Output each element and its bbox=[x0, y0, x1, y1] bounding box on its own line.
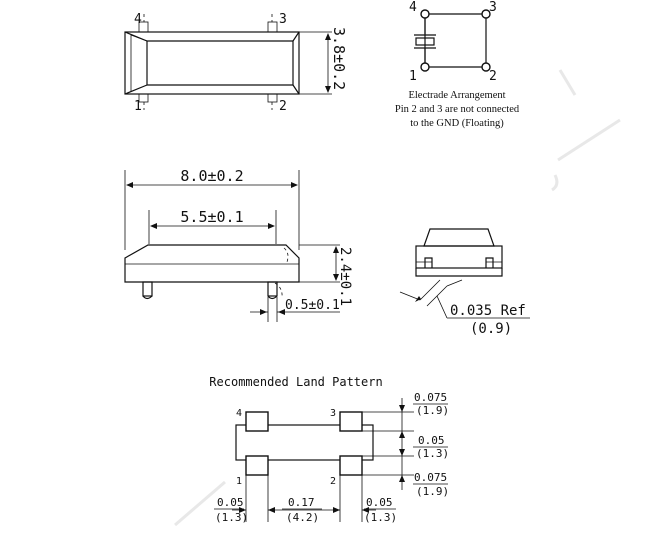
side-view-lead-right bbox=[268, 282, 277, 296]
schematic-pin-3: 3 bbox=[489, 0, 497, 15]
schematic-pin-1: 1 bbox=[409, 69, 417, 84]
end-view-thickness-mm: (0.9) bbox=[470, 321, 513, 337]
top-view-height-dimension: 3.8±0.2 bbox=[330, 27, 348, 91]
land-pattern-title: Recommended Land Pattern bbox=[209, 375, 383, 389]
land-top-pad-height-mm: (1.9) bbox=[416, 404, 450, 417]
land-pad-4 bbox=[246, 412, 268, 431]
land-center-gap-width: 0.17 bbox=[288, 496, 315, 509]
land-bottom-pad-height-mm: (1.9) bbox=[416, 485, 450, 498]
land-pad-1-label: 1 bbox=[236, 476, 243, 487]
end-view-thickness-dimension: 0.035 Ref bbox=[450, 303, 526, 319]
side-view-inner-dimension: 5.5±0.1 bbox=[180, 208, 244, 226]
side-view-length-dimension: 8.0±0.2 bbox=[180, 167, 244, 185]
land-pad-2 bbox=[340, 456, 362, 475]
land-right-pad-width-mm: (1.3) bbox=[364, 511, 398, 524]
top-view-pin-3: 3 bbox=[279, 12, 287, 27]
schematic-node-4 bbox=[421, 10, 429, 18]
side-view-body bbox=[125, 245, 299, 282]
end-view-body bbox=[416, 246, 502, 268]
top-view-pin-1: 1 bbox=[134, 99, 142, 114]
end-view bbox=[400, 229, 530, 337]
land-bottom-pad-height: 0.075 bbox=[414, 471, 448, 484]
schematic-caption-line-3: to the GND (Floating) bbox=[410, 118, 504, 129]
land-pad-3-label: 3 bbox=[330, 408, 337, 419]
land-gap-height-mm: (1.3) bbox=[416, 447, 450, 460]
schematic-node-1 bbox=[421, 63, 429, 71]
land-gap-height: 0.05 bbox=[418, 434, 445, 447]
top-view-lead-2 bbox=[268, 94, 277, 102]
schematic-pin-2: 2 bbox=[489, 69, 497, 84]
end-view-top bbox=[424, 229, 494, 246]
schematic-caption-line-1: Electrade Arrangement bbox=[408, 90, 506, 101]
side-view-lead-left bbox=[143, 282, 152, 296]
top-view-pin-2: 2 bbox=[279, 99, 287, 114]
land-right-pad-width: 0.05 bbox=[366, 496, 393, 509]
schematic-caption-line-2: Pin 2 and 3 are not connected bbox=[394, 104, 520, 115]
land-pattern bbox=[209, 375, 449, 524]
top-view-pin-4: 4 bbox=[134, 12, 142, 27]
side-view bbox=[125, 167, 353, 322]
land-top-pad-height: 0.075 bbox=[414, 391, 448, 404]
land-pad-1 bbox=[246, 456, 268, 475]
side-view-height-dimension: 2.4±0.1 bbox=[337, 247, 353, 307]
top-view bbox=[125, 12, 348, 114]
land-center-gap-width-mm: (4.2) bbox=[286, 511, 320, 524]
watermark bbox=[175, 70, 620, 525]
land-left-pad-width-mm: (1.3) bbox=[215, 511, 249, 524]
side-view-lead-dimension: 0.5±0.1 bbox=[285, 298, 340, 313]
land-left-pad-width: 0.05 bbox=[217, 496, 244, 509]
top-view-lead-3 bbox=[268, 22, 277, 32]
top-view-top-face bbox=[147, 41, 293, 85]
electrode-schematic bbox=[395, 0, 520, 129]
land-pad-4-label: 4 bbox=[236, 408, 243, 419]
schematic-pin-4: 4 bbox=[409, 0, 417, 15]
land-pad-2-label: 2 bbox=[330, 476, 337, 487]
land-pad-3 bbox=[340, 412, 362, 431]
